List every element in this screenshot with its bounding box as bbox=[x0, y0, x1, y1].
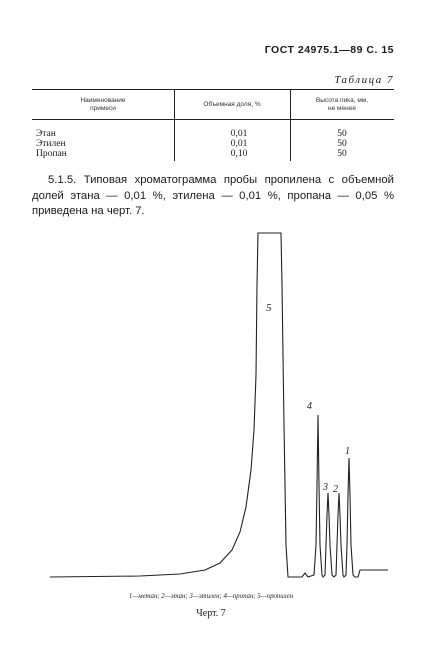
row-ethylene-name: Этилен bbox=[36, 139, 66, 149]
peak-label: 4 bbox=[307, 401, 312, 412]
chromatogram-trace bbox=[50, 233, 388, 577]
row-propane-height: 50 bbox=[337, 149, 347, 159]
table-top-rule bbox=[32, 89, 394, 90]
row-ethane-name: Этан bbox=[36, 129, 56, 139]
paragraph-5-1-5 bbox=[32, 173, 394, 220]
column-header-height: Высота пика, мм, не менее bbox=[315, 97, 369, 112]
row-ethane-fraction: 0,01 bbox=[230, 129, 248, 139]
figure-title: Черт. 7 bbox=[196, 608, 226, 619]
peak-label: 5 bbox=[266, 302, 272, 314]
chromatogram-figure bbox=[40, 225, 400, 585]
peak-label: 1 bbox=[345, 446, 350, 457]
column-header-name: Наименование примеси bbox=[80, 97, 126, 112]
peak-label: 2 bbox=[333, 484, 338, 495]
impurity-table bbox=[32, 89, 394, 161]
table-label: Таблица 7 bbox=[334, 74, 394, 86]
row-propane-name: Пропан bbox=[36, 149, 67, 159]
table-divider bbox=[174, 89, 175, 161]
paragraph-text: 5.1.5. Типовая хроматограмма пробы пропилена с объемной долей этана — 0,01 %, этилена — 0,01 %, пропана — 0,05 % приведена на черт. 7. bbox=[32, 174, 394, 217]
table-header-rule bbox=[32, 119, 394, 120]
row-ethylene-fraction: 0,01 bbox=[230, 139, 248, 149]
row-ethane-height: 50 bbox=[337, 129, 347, 139]
column-header-fraction: Объемная доля, % bbox=[203, 101, 261, 108]
peak-label: 3 bbox=[323, 482, 328, 493]
row-ethylene-height: 50 bbox=[337, 139, 347, 149]
row-propane-fraction: 0,10 bbox=[230, 149, 248, 159]
page-header: ГОСТ 24975.1—89 С. 15 bbox=[264, 44, 394, 56]
figure-caption: 1—метан; 2—этан; 3—этилен; 4—пропан; 5—пропилен bbox=[128, 593, 294, 600]
